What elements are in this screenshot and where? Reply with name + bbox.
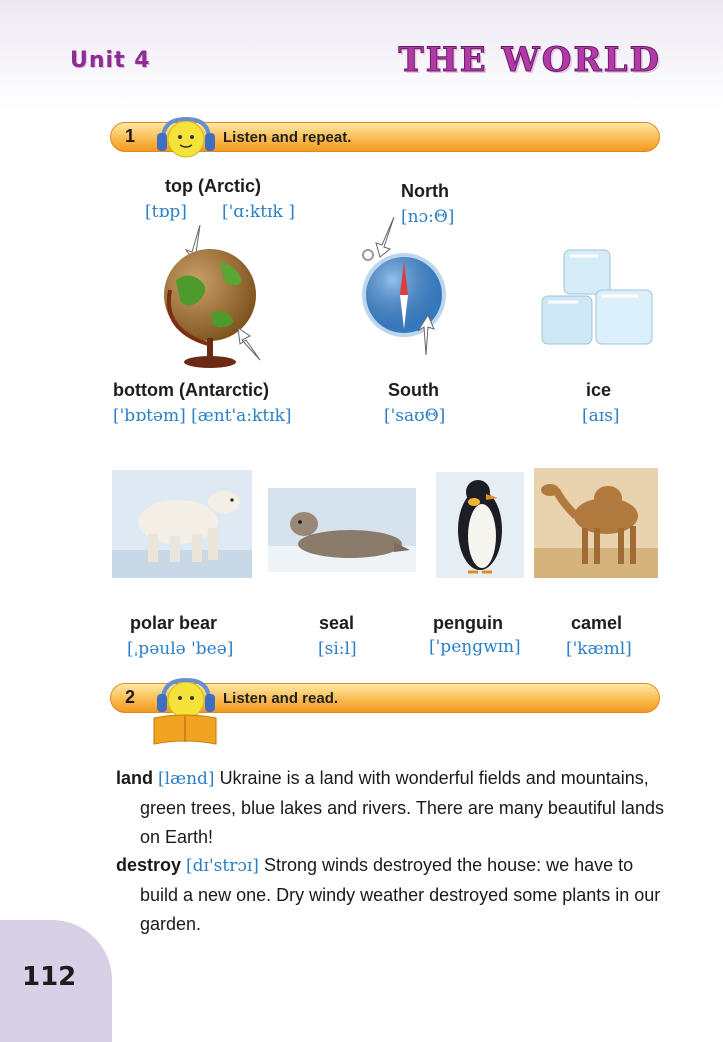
exercise-instruction: Listen and read.	[223, 690, 339, 707]
compass-image	[354, 215, 454, 355]
ipa-polar-bear: [ˌpəulə 'beə]	[127, 639, 234, 659]
unit-label: Unit 4	[70, 48, 151, 73]
exercise-number: 2	[125, 687, 136, 707]
ice-image	[538, 242, 658, 354]
ipa-seal: [si:l]	[318, 639, 357, 659]
book-icon	[150, 712, 220, 748]
page-title: THE WORLD	[398, 40, 661, 80]
term-land: land	[116, 768, 154, 788]
headphones-icon[interactable]	[149, 115, 223, 161]
seal-image	[268, 488, 416, 572]
word-south: South	[388, 380, 439, 400]
ipa-land: [lænd]	[158, 769, 215, 789]
text-land: Ukraine is a land with wonderful fields and mountains, green trees, blue lakes and rivers. There are many beautiful lands on Earth!	[140, 768, 664, 847]
entry-land	[116, 764, 676, 852]
polar-bear-image	[112, 470, 252, 578]
ipa-camel: ['kæml]	[566, 639, 632, 659]
word-ice: ice	[586, 380, 612, 400]
word-seal: seal	[319, 613, 355, 633]
term-destroy: destroy	[116, 855, 182, 875]
ipa-top: [tɒp]	[145, 202, 187, 222]
ipa-penguin: ['peŋgwɪn]	[429, 637, 521, 657]
ipa-north: [nɔ:Θ]	[401, 207, 455, 227]
globe-image	[150, 220, 270, 370]
word-penguin: penguin	[433, 613, 503, 633]
word-north: North	[401, 181, 449, 201]
camel-image	[534, 468, 658, 578]
ipa-destroy: [dɪ'strɔɪ]	[186, 856, 259, 876]
ipa-arctic: ['ɑ:ktɪk ]	[222, 202, 295, 222]
exercise-2-banner	[110, 683, 660, 713]
penguin-image	[436, 472, 524, 578]
word-camel: camel	[571, 613, 623, 633]
word-bottom: bottom (Antarctic)	[113, 380, 269, 400]
entry-destroy	[116, 851, 676, 939]
exercise-1-banner	[110, 122, 660, 152]
page-number: 112	[22, 962, 77, 992]
ipa-south: ['saʊΘ]	[384, 406, 446, 426]
ipa-ice: [aɪs]	[582, 406, 620, 426]
word-polar-bear: polar bear	[130, 613, 218, 633]
exercise-number: 1	[125, 126, 136, 146]
text-destroy: Strong winds destroyed the house: we have to build a new one. Dry windy weather destroyed some plants in our garden.	[140, 855, 661, 934]
exercise-instruction: Listen and repeat.	[223, 129, 352, 146]
page-header	[0, 0, 723, 115]
word-top: top (Arctic)	[165, 176, 261, 196]
ipa-bottom: ['bɒtəm] [ænt'a:ktɪk]	[113, 406, 292, 426]
